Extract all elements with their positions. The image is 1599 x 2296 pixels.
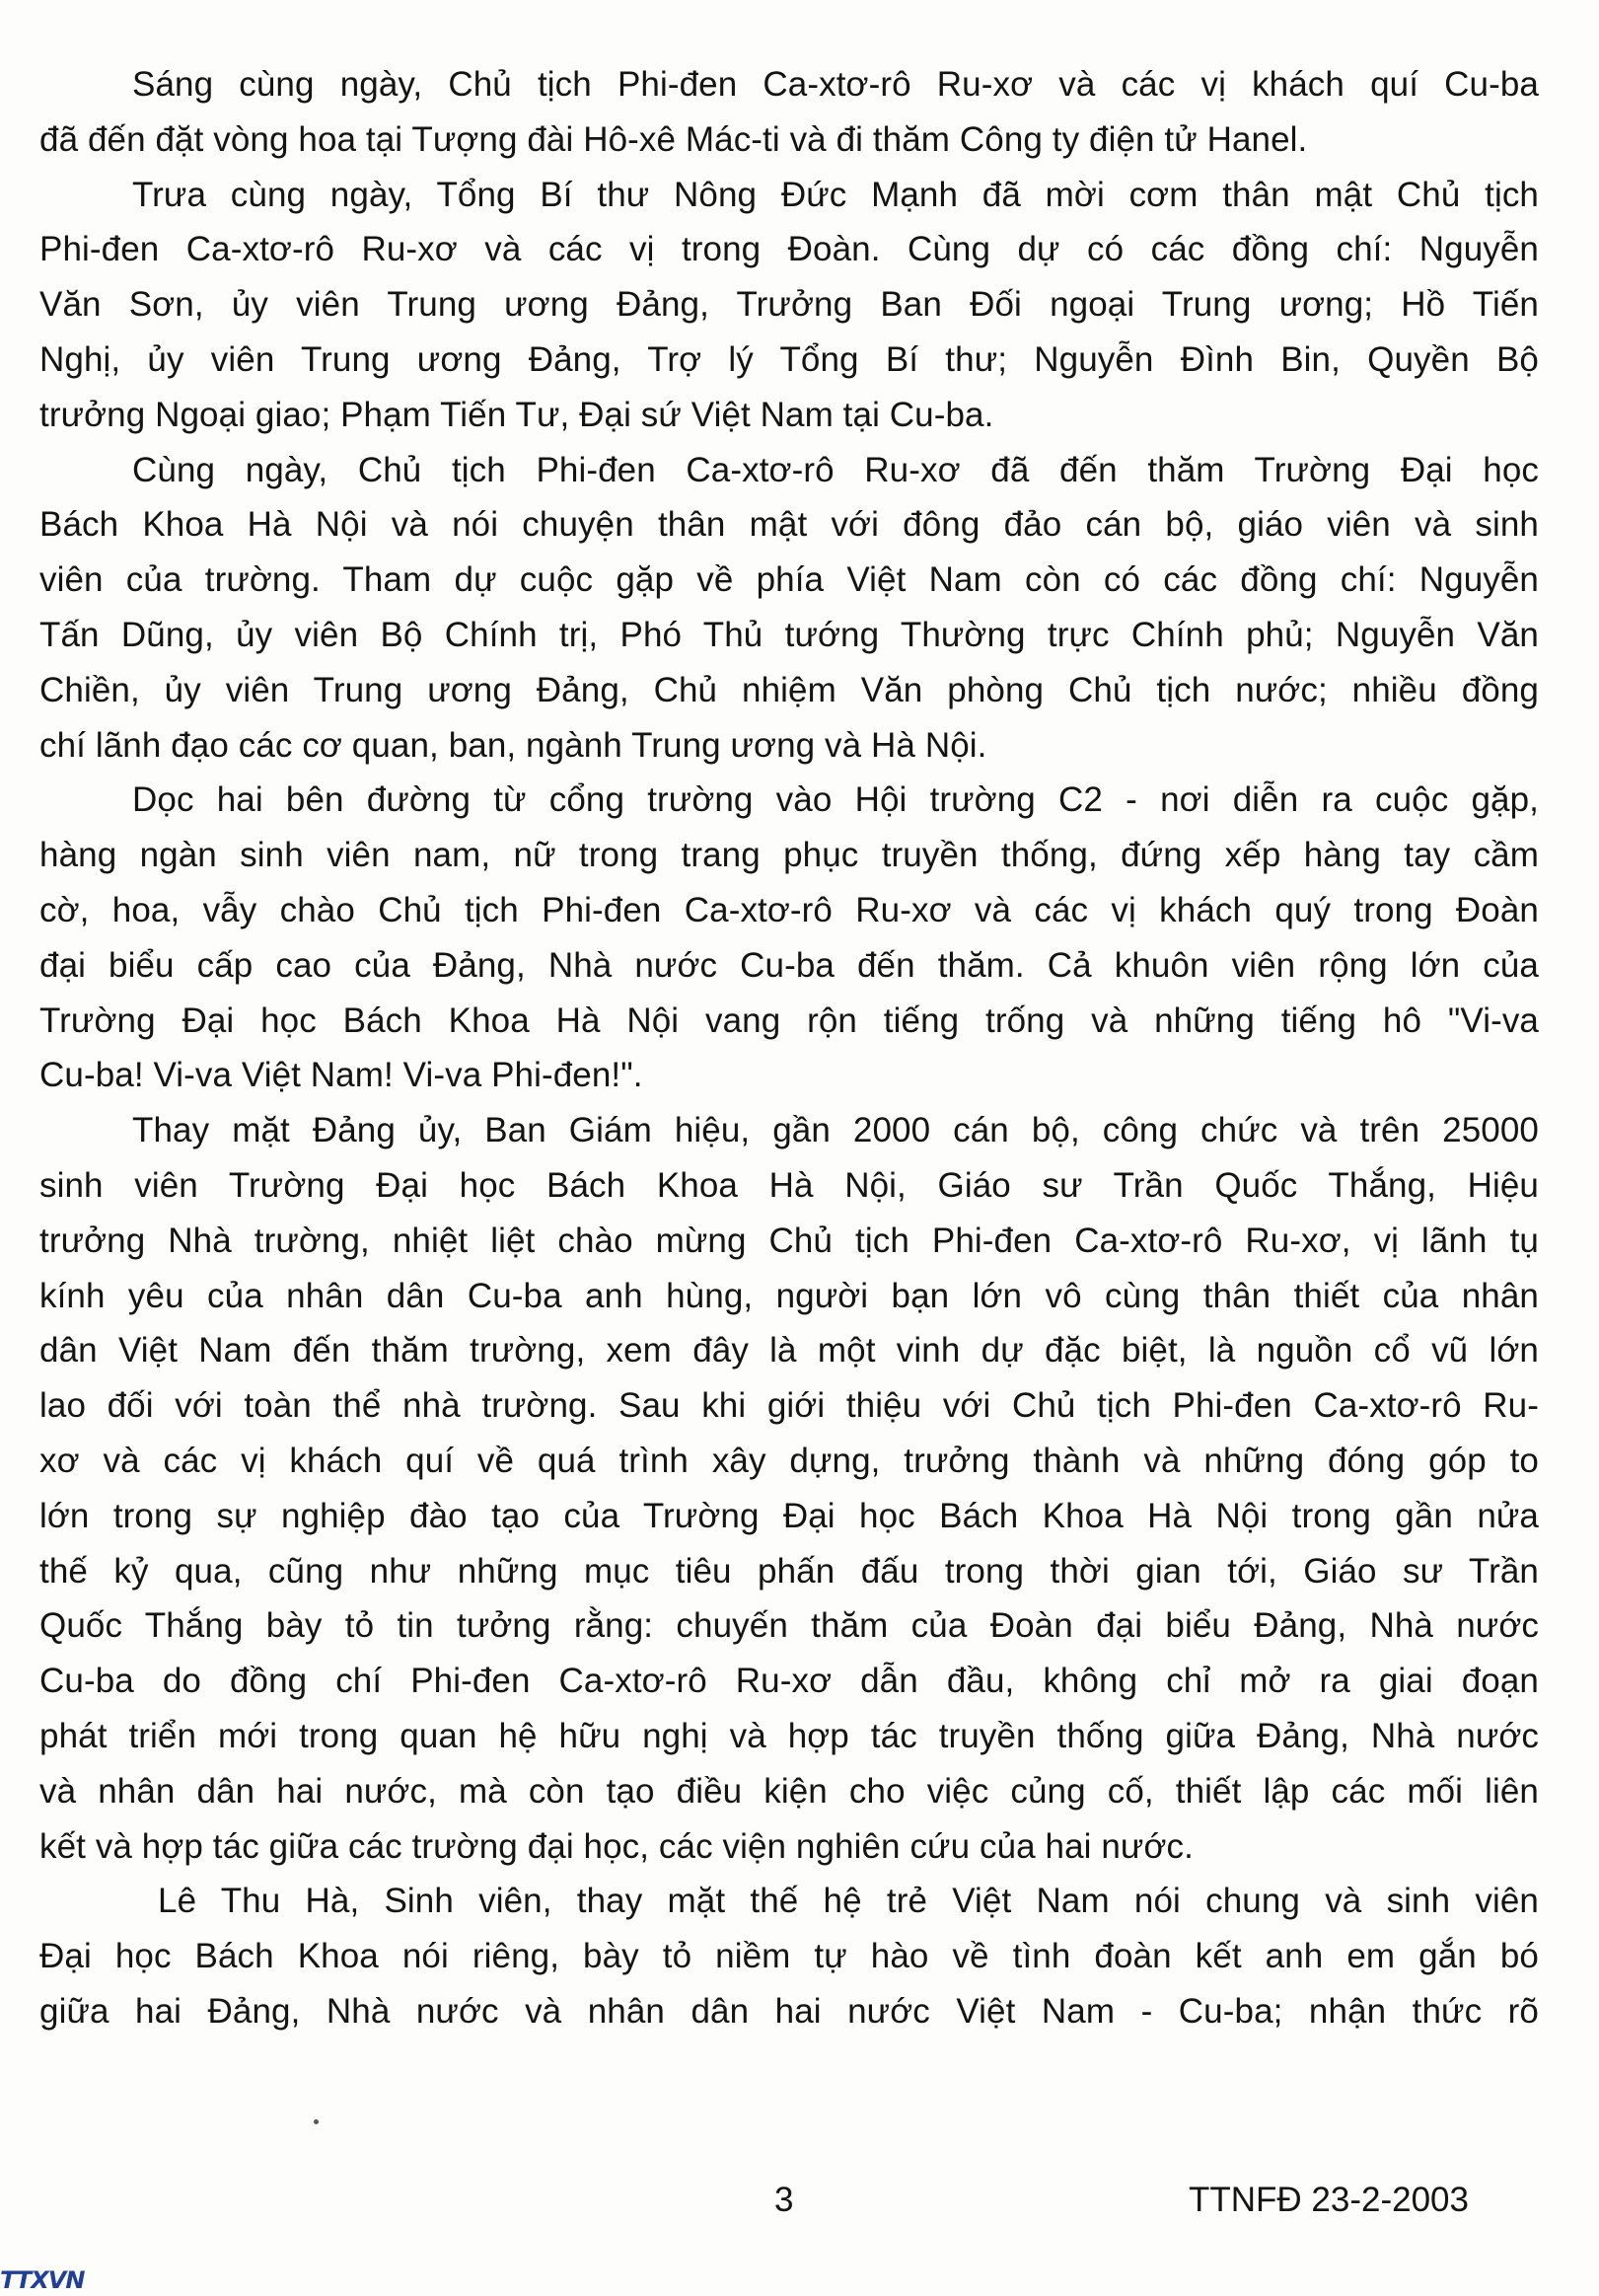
text-line: Cu-ba do đồng chí Phi-đen Ca-xtơ-rô Ru-xơ dẫn đầu, không chỉ mở ra giai đoạn xyxy=(39,1662,1539,1701)
text-line: giữa hai Đảng, Nhà nước và nhân dân hai nước Việt Nam - Cu-ba; nhận thức rõ xyxy=(39,1991,1539,2031)
document-code: TTNFĐ 23-2-2003 xyxy=(1189,2181,1469,2219)
text-line: Nghị, ủy viên Trung ương Đảng, Trợ lý Tổng Bí thư; Nguyễn Đình Bin, Quyền Bộ xyxy=(39,339,1539,379)
paragraph-1 xyxy=(39,57,1539,168)
paragraph-3 xyxy=(39,443,1539,774)
text-line: Đại học Bách Khoa nói riêng, bày tỏ niềm tự hào về tình đoàn kết anh em gắn bó xyxy=(39,1937,1539,1976)
text-line: Quốc Thắng bày tỏ tin tưởng rằng: chuyến thăm của Đoàn đại biểu Đảng, Nhà nước xyxy=(39,1606,1539,1646)
text-line: Thay mặt Đảng ủy, Ban Giám hiệu, gần 2000 cán bộ, công chức và trên 25000 xyxy=(132,1111,1539,1150)
paragraph-6 xyxy=(39,1874,1539,2038)
text-line: lớn trong sự nghiệp đào tạo của Trường Đại học Bách Khoa Hà Nội trong gần nửa xyxy=(39,1496,1539,1535)
text-line: Trường Đại học Bách Khoa Hà Nội vang rộn tiếng trống và những tiếng hô "Vi-va xyxy=(39,1000,1539,1040)
text-line: trưởng Ngoại giao; Phạm Tiến Tư, Đại sứ Việt Nam tại Cu-ba. xyxy=(39,395,994,434)
text-line: Văn Sơn, ủy viên Trung ương Đảng, Trưởng Ban Đối ngoại Trung ương; Hồ Tiến xyxy=(39,285,1539,325)
text-line: Dọc hai bên đường từ cổng trường vào Hội trường C2 - nơi diễn ra cuộc gặp, xyxy=(132,780,1539,820)
text-line: Sáng cùng ngày, Chủ tịch Phi-đen Ca-xtơ-rô Ru-xơ và các vị khách quí Cu-ba xyxy=(132,65,1539,104)
text-line: cờ, hoa, vẫy chào Chủ tịch Phi-đen Ca-xtơ-rô Ru-xơ và các vị khách quý trong Đoàn xyxy=(39,890,1539,929)
text-line: thế kỷ qua, cũng như những mục tiêu phấn đấu trong thời gian tới, Giáo sư Trần xyxy=(39,1551,1539,1591)
text-line: chí lãnh đạo các cơ quan, ban, ngành Trung ương và Hà Nội. xyxy=(39,725,987,765)
text-line: Lê Thu Hà, Sinh viên, thay mặt thế hệ trẻ Việt Nam nói chung và sinh viên xyxy=(158,1882,1539,1921)
paragraph-2 xyxy=(39,168,1539,443)
text-line: phát triển mới trong quan hệ hữu nghị và hợp tác truyền thống giữa Đảng, Nhà nước xyxy=(39,1716,1539,1755)
text-line: sinh viên Trường Đại học Bách Khoa Hà Nội, Giáo sư Trần Quốc Thắng, Hiệu xyxy=(39,1165,1539,1205)
text-line: lao đối với toàn thể nhà trường. Sau khi giới thiệu với Chủ tịch Phi-đen Ca-xtơ-rô Ru- xyxy=(39,1386,1539,1426)
text-line: viên của trường. Tham dự cuộc gặp về phía Việt Nam còn có các đồng chí: Nguyễn xyxy=(39,560,1539,600)
text-line: hàng ngàn sinh viên nam, nữ trong trang phục truyền thống, đứng xếp hàng tay cầm xyxy=(39,836,1539,875)
text-line: dân Việt Nam đến thăm trường, xem đây là một vinh dự đặc biệt, là nguồn cổ vũ lớn xyxy=(39,1331,1539,1370)
page-number: 3 xyxy=(774,2181,794,2219)
text-line: trưởng Nhà trường, nhiệt liệt chào mừng Chủ tịch Phi-đen Ca-xtơ-rô Ru-xơ, vị lãnh tụ xyxy=(39,1221,1539,1260)
text-line: Chiền, ủy viên Trung ương Đảng, Chủ nhiệm Văn phòng Chủ tịch nước; nhiều đồng xyxy=(39,670,1539,709)
scan-speck xyxy=(314,2119,319,2124)
text-line: Tấn Dũng, ủy viên Bộ Chính trị, Phó Thủ tướng Thường trực Chính phủ; Nguyễn Văn xyxy=(39,615,1539,654)
article-body xyxy=(39,57,1539,2039)
text-line: Trưa cùng ngày, Tổng Bí thư Nông Đức Mạnh đã mời cơm thân mật Chủ tịch xyxy=(132,175,1539,214)
paragraph-5 xyxy=(39,1103,1539,1874)
text-line: Cu-ba! Vi-va Việt Nam! Vi-va Phi-đen!". xyxy=(39,1056,643,1095)
text-line: xơ và các vị khách quí về quá trình xây dựng, trưởng thành và những đóng góp to xyxy=(39,1441,1539,1480)
text-line: Bách Khoa Hà Nội và nói chuyện thân mật với đông đảo cán bộ, giáo viên và sinh xyxy=(39,505,1539,545)
text-line: kính yêu của nhân dân Cu-ba anh hùng, người bạn lớn vô cùng thân thiết của nhân xyxy=(39,1276,1539,1315)
text-line: Cùng ngày, Chủ tịch Phi-đen Ca-xtơ-rô Ru-xơ đã đến thăm Trường Đại học xyxy=(132,450,1539,489)
ttxvn-logo: TTXVN xyxy=(0,2266,85,2294)
text-line: và nhân dân hai nước, mà còn tạo điều kiện cho việc củng cố, thiết lập các mối liên xyxy=(39,1771,1539,1811)
text-line: đã đến đặt vòng hoa tại Tượng đài Hô-xê Mác-ti và đi thăm Công ty điện tử Hanel. xyxy=(39,119,1308,159)
text-line: đại biểu cấp cao của Đảng, Nhà nước Cu-ba đến thăm. Cả khuôn viên rộng lớn của xyxy=(39,945,1539,985)
text-line: Phi-đen Ca-xtơ-rô Ru-xơ và các vị trong Đoàn. Cùng dự có các đồng chí: Nguyễn xyxy=(39,230,1539,269)
text-line: kết và hợp tác giữa các trường đại học, các viện nghiên cứu của hai nước. xyxy=(39,1826,1194,1866)
paragraph-4 xyxy=(39,773,1539,1103)
